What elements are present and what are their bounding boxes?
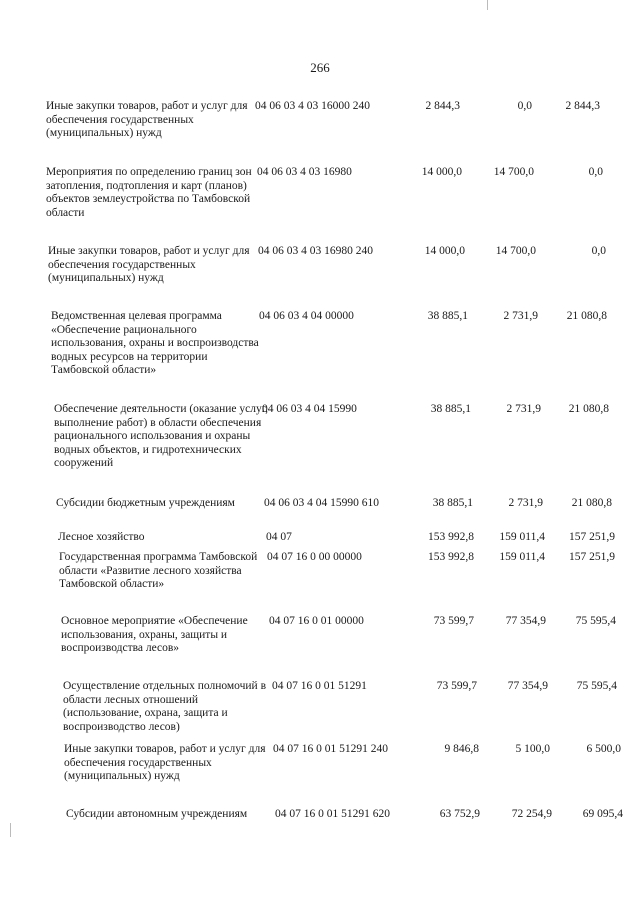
row-value-2: 159 011,4: [499, 531, 545, 543]
row-value-3: 0,0: [591, 245, 606, 257]
row-name: Субсидии бюджетным учреждениям: [56, 497, 235, 509]
row-value-2: 14 700,0: [495, 245, 536, 257]
row-code: 04 07 16 0 01 51291 240: [273, 743, 388, 755]
scan-mark: [487, 0, 488, 10]
row-code: 04 06 03 4 04 15990: [262, 403, 357, 415]
row-value-1: 2 844,3: [425, 100, 460, 112]
row-value-2: 72 254,9: [511, 808, 552, 820]
row-name: Лесное хозяйство: [58, 531, 145, 543]
row-value-1: 63 752,9: [439, 808, 480, 820]
row-value-2: 2 731,9: [508, 497, 543, 509]
page-number: 266: [310, 60, 330, 75]
row-value-2: 77 354,9: [505, 615, 546, 627]
row-value-3: 21 080,8: [571, 497, 612, 509]
row-code: 04 06 03 4 03 16000 240: [255, 100, 370, 112]
row-value-2: 159 011,4: [499, 551, 545, 563]
row-name: Иные закупки товаров, работ и услуг для обеспечения государственных (муниципальных) нужд: [46, 100, 248, 139]
row-value-2: 14 700,0: [493, 166, 534, 178]
row-name: Иные закупки товаров, работ и услуг для обеспечения государственных (муниципальных) нужд: [64, 743, 266, 782]
row-code: 04 06 03 4 03 16980 240: [258, 245, 373, 257]
row-name: Субсидии автономным учреждениям: [66, 808, 248, 820]
row-value-1: 153 992,8: [428, 531, 474, 543]
row-value-1: 73 599,7: [433, 615, 474, 627]
row-value-1: 9 846,8: [444, 743, 479, 755]
row-code: 04 06 03 4 04 15990 610: [264, 497, 379, 509]
row-code: 04 06 03 4 04 00000: [259, 310, 354, 322]
row-value-3: 0,0: [588, 166, 603, 178]
row-value-2: 5 100,0: [515, 743, 550, 755]
row-name: Ведомственная целевая программа «Обеспечение рационального использования, охраны и воспроизводства водных ресурсов на территории Тамбовской области»: [51, 310, 259, 376]
row-value-1: 14 000,0: [424, 245, 465, 257]
row-value-3: 157 251,9: [569, 531, 615, 543]
row-value-2: 77 354,9: [507, 680, 548, 692]
scan-mark: [10, 823, 11, 837]
row-value-3: 69 095,4: [582, 808, 623, 820]
row-code: 04 07 16 0 01 00000: [269, 615, 364, 627]
row-name: Мероприятия по определению границ зон затопления, подтопления и карт (планов) объектов землеустройства по Тамбовской области: [46, 166, 252, 219]
row-value-3: 75 595,4: [575, 615, 616, 627]
row-value-1: 38 885,1: [432, 497, 473, 509]
row-name: Государственная программа Тамбовской области «Развитие лесного хозяйства Тамбовской области»: [59, 551, 258, 590]
row-name: Обеспечение деятельности (оказание услуг, выполнение работ) в области обеспечения рационального использования и охраны водных объектов, и гидротехнических сооружений: [54, 403, 269, 469]
row-code: 04 07 16 0 01 51291 620: [275, 808, 390, 820]
row-name: Иные закупки товаров, работ и услуг для обеспечения государственных (муниципальных) нужд: [48, 245, 250, 284]
row-value-3: 2 844,3: [565, 100, 600, 112]
row-code: 04 07: [266, 531, 292, 543]
row-value-1: 14 000,0: [421, 166, 462, 178]
row-name: Осуществление отдельных полномочий в области лесных отношений (использование, охрана, защита и воспроизводство лесов): [63, 680, 267, 733]
row-value-2: 0,0: [517, 100, 532, 112]
row-value-3: 157 251,9: [569, 551, 615, 563]
row-value-1: 73 599,7: [436, 680, 477, 692]
row-name: Основное мероприятие «Обеспечение использования, охраны, защиты и воспроизводства лесов»: [61, 615, 248, 654]
row-value-3: 6 500,0: [586, 743, 621, 755]
row-code: 04 07 16 0 00 00000: [267, 551, 362, 563]
row-value-2: 2 731,9: [503, 310, 538, 322]
row-value-1: 153 992,8: [428, 551, 474, 563]
row-code: 04 07 16 0 01 51291: [272, 680, 367, 692]
row-value-3: 75 595,4: [576, 680, 617, 692]
row-value-3: 21 080,8: [568, 403, 609, 415]
row-value-3: 21 080,8: [566, 310, 607, 322]
row-value-1: 38 885,1: [430, 403, 471, 415]
row-value-1: 38 885,1: [427, 310, 468, 322]
row-value-2: 2 731,9: [506, 403, 541, 415]
row-code: 04 06 03 4 03 16980: [257, 166, 352, 178]
